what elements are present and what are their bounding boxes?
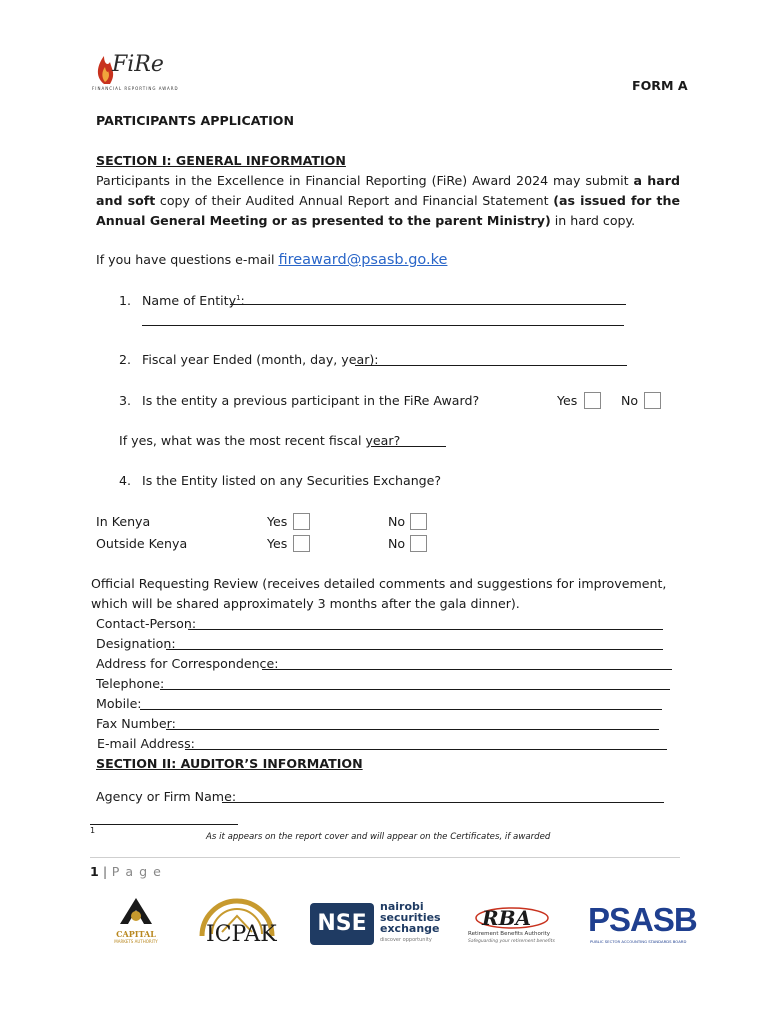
in-kenya-label: In Kenya	[96, 514, 151, 529]
outside-kenya-yes-checkbox[interactable]	[293, 535, 310, 552]
contact-person-field[interactable]	[188, 629, 663, 630]
designation-field[interactable]	[166, 649, 663, 650]
page-number-line: 1 | P a g e	[90, 864, 162, 879]
q4-number: 4.	[119, 473, 132, 488]
telephone-label: Telephone:	[96, 676, 165, 691]
outside-kenya-no-checkbox[interactable]	[410, 535, 427, 552]
rba-mark: RBA	[482, 906, 532, 930]
q3-label: Is the entity a previous participant in the FiRe Award?	[142, 393, 480, 408]
q1-label: Name of Entity$^1$:	[142, 293, 245, 308]
in-kenya-no-checkbox[interactable]	[410, 513, 427, 530]
nse-tagline: discover opportunity	[380, 937, 432, 943]
section2-heading: SECTION II: AUDITOR’S INFORMATION	[96, 756, 363, 771]
contact-person-label: Contact-Person:	[96, 616, 197, 631]
q3-followup: If yes, what was the most recent fiscal year?	[119, 433, 401, 448]
footnote-mark: 1	[90, 826, 96, 835]
capital-sub: MARKETS AUTHORITY	[114, 939, 158, 944]
icpak-text: ICPAK	[206, 922, 277, 947]
q3-no-label: No	[621, 393, 639, 408]
outside-kenya-yes-label: Yes	[267, 536, 288, 551]
in-kenya-yes-checkbox[interactable]	[293, 513, 310, 530]
nse-line1: nairobi	[380, 900, 424, 913]
address-field[interactable]	[262, 669, 672, 670]
psasb-sub: PUBLIC SECTOR ACCOUNTING STANDARDS BOARD	[590, 939, 687, 944]
nse-line3: exchange	[380, 922, 440, 935]
agency-label: Agency or Firm Name:	[96, 789, 237, 804]
email-link[interactable]: fireaward@psasb.go.ke	[278, 252, 448, 268]
fire-logo	[92, 44, 192, 94]
psasb-logo	[588, 902, 712, 946]
q3-yes-checkbox[interactable]	[584, 392, 601, 409]
intro-paragraph: Participants in the Excellence in Financial Reporting (FiRe) Award 2024 may submit a hard and soft copy of their Audited Annual Report and Financial Statement (as issued for the Annual General Meeting or as presented to the parent Ministry) in hard copy.	[96, 173, 681, 228]
q3-yes-label: Yes	[557, 393, 578, 408]
telephone-field[interactable]	[160, 689, 670, 690]
section1-heading: SECTION I: GENERAL INFORMATION	[96, 153, 346, 168]
fax-field[interactable]	[166, 729, 659, 730]
in-kenya-no-label: No	[388, 514, 406, 529]
rba-logo	[466, 905, 562, 949]
logo-text: FiRe	[112, 52, 164, 77]
page-word: P a g e	[111, 864, 162, 879]
rba-tagline: Safeguarding your retirement benefits	[468, 939, 555, 944]
footnote-text: As it appears on the report cover and will appear on the Certificates, if awarded	[206, 832, 551, 842]
psasb-mark: PSASB	[588, 901, 697, 938]
in-kenya-yes-label: Yes	[267, 514, 288, 529]
rba-name: Retirement Benefits Authority	[468, 931, 551, 937]
mobile-label: Mobile:	[96, 696, 142, 711]
capital-markets-logo	[100, 896, 172, 948]
icpak-logo	[192, 896, 282, 952]
designation-label: Designation:	[96, 636, 176, 651]
page-title: PARTICIPANTS APPLICATION	[96, 113, 295, 128]
entity-name-field[interactable]	[230, 304, 626, 305]
q4-label: Is the Entity listed on any Securities Exchange?	[142, 473, 442, 488]
fax-label: Fax Number:	[96, 716, 176, 731]
address-label: Address for Correspondence:	[96, 656, 279, 671]
review-intro: Official Requesting Review (receives detailed comments and suggestions for improvement, which will be shared approximately 3 months after the gala dinner).	[91, 576, 667, 611]
form-label: FORM A	[632, 78, 688, 93]
fiscal-year-field[interactable]	[355, 365, 627, 366]
q3-no-checkbox[interactable]	[644, 392, 661, 409]
capital-emblem-icon	[116, 896, 156, 926]
email-field[interactable]	[185, 749, 667, 750]
nse-mark: NSE	[310, 903, 374, 945]
outside-kenya-label: Outside Kenya	[96, 536, 188, 551]
q3-number: 3.	[119, 393, 132, 408]
footer-rule	[90, 857, 680, 858]
recent-fiscal-year-field[interactable]	[371, 446, 446, 447]
footnote-separator	[90, 824, 238, 825]
agency-field[interactable]	[222, 802, 664, 803]
mobile-field[interactable]	[140, 709, 662, 710]
outside-kenya-no-label: No	[388, 536, 406, 551]
email-label: E-mail Address:	[97, 736, 195, 751]
nse-line2: securities	[380, 911, 441, 924]
nse-logo	[310, 901, 450, 947]
page-number: 1	[90, 864, 99, 879]
questions-line: If you have questions e-mail fireaward@psasb.go.ke	[96, 252, 448, 268]
entity-name-field-line2[interactable]	[142, 325, 624, 326]
capital-name: CAPITAL	[116, 929, 156, 939]
q1-number: 1.	[119, 293, 132, 308]
logo-tagline: FINANCIAL REPORTING AWARD	[92, 86, 179, 91]
q2-number: 2.	[119, 352, 132, 367]
q2-label: Fiscal year Ended (month, day, year):	[142, 352, 379, 367]
